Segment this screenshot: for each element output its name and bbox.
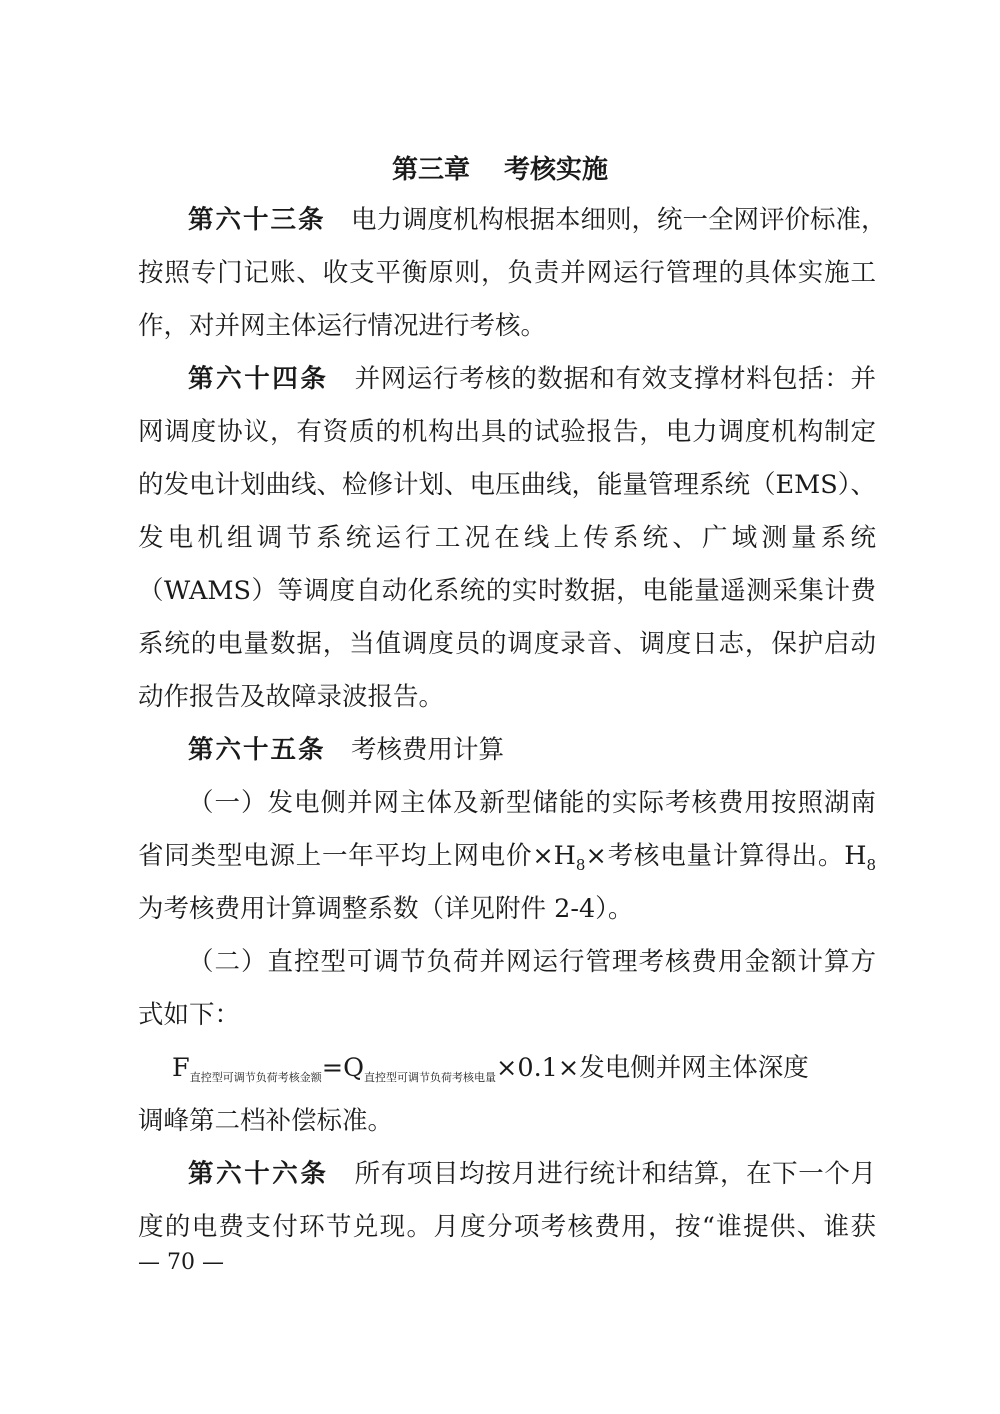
article-65-label: 第六十五条: [188, 735, 326, 765]
article-65-p1-line-3: 为考核费用计算调整系数（详见附件 2-4）。: [138, 894, 634, 924]
article-63-line-2: 按照专门记账、收支平衡原则，负责并网运行管理的具体实施工: [138, 258, 876, 288]
article-64-line-3: 的发电计划曲线、检修计划、电压曲线，能量管理系统（EMS）、: [138, 470, 876, 500]
article-64-line-6: 系统的电量数据，当值调度员的调度录音、调度日志，保护启动: [138, 629, 876, 659]
article-65-title: 考核费用计算: [351, 735, 505, 765]
article-65-p1-line-2: 省同类型电源上一年平均上网电价$\times H_8\times$考核电量计算得出。$H_8$: [138, 841, 876, 874]
article-65-p1-line-1: （一）发电侧并网主体及新型储能的实际考核费用按照湖南: [188, 788, 876, 818]
article-64-line-7: 动作报告及故障录波报告。: [138, 682, 445, 712]
article-64-label: 第六十四条: [188, 364, 329, 394]
article-63-label: 第六十三条: [188, 205, 326, 235]
article-65-line-1: [188, 730, 876, 770]
formula-f-subscript: 直控型可调节负荷考核金额: [189, 1071, 322, 1084]
article-66-label: 第六十六条: [188, 1159, 329, 1189]
formula-line-2: 调峰第二档补偿标准。: [138, 1106, 394, 1136]
article-65-p2-line-2: 式如下：: [138, 1000, 241, 1030]
article-64-line-5: （WAMS）等调度自动化系统的实时数据，电能量遥测采集计费: [138, 576, 876, 606]
article-64-line-1: 第六十四条 并网运行考核的数据和有效支撑材料包括：并: [188, 364, 876, 394]
chapter-heading: [0, 150, 1000, 190]
formula-q-subscript: 直控型可调节负荷考核电量: [363, 1071, 496, 1084]
chapter-title: 考核实施: [504, 155, 609, 185]
page-number: — 70 —: [138, 1250, 224, 1275]
article-65-p2-line-1: （二）直控型可调节负荷并网运行管理考核费用金额计算方: [188, 947, 876, 977]
formula-line: $F_{直控型可调节负荷考核金额}=Q_{直控型可调节负荷考核电量}\times 0.1\times$发电侧并网主体深度: [172, 1053, 809, 1084]
chapter-number: 第三章: [391, 155, 470, 185]
article-64-line-4: 发电机组调节系统运行工况在线上传系统、广域测量系统: [138, 523, 876, 553]
article-66-line-2: 度的电费支付环节兑现。月度分项考核费用，按“谁提供、谁获: [138, 1212, 876, 1242]
article-63-line-1: 第六十三条 电力调度机构根据本细则，统一全网评价标准，: [188, 205, 887, 235]
article-63-line-3: 作，对并网主体运行情况进行考核。: [138, 311, 547, 341]
article-64-line-2: 网调度协议，有资质的机构出具的试验报告，电力调度机构制定: [138, 417, 876, 447]
article-66-line-1: 第六十六条 所有项目均按月进行统计和结算，在下一个月: [188, 1159, 876, 1189]
